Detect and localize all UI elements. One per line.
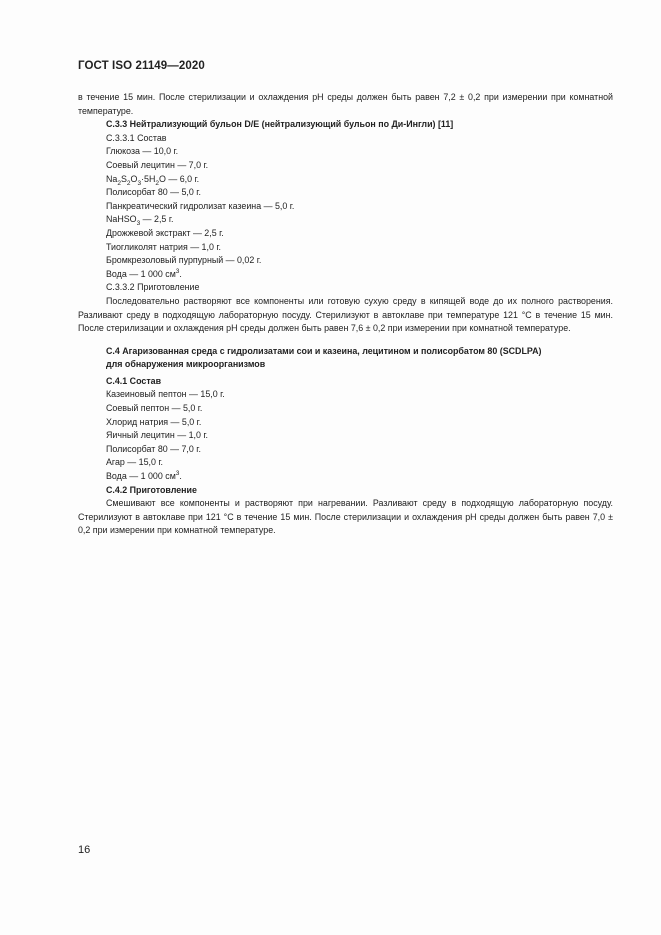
page-number: 16 — [78, 844, 91, 856]
ingredient-item: Дрожжевой экстракт — 2,5 г. — [106, 227, 224, 238]
ingredient-item: Хлорид натрия — 5,0 г. — [106, 416, 202, 427]
ingredient-item: Агар — 15,0 г. — [106, 457, 163, 468]
ingredient-item: Панкреатический гидролизат казеина — 5,0 г. — [106, 200, 295, 211]
ingredient-item: Тиогликолят натрия — 1,0 г. — [106, 241, 221, 252]
section-c4-title: С.4 Агаризованная среда с гидролизатами сои и казеина, лецитином и полисорбатом 80 (SCDLPA) — [106, 345, 542, 356]
c331-ingredient-list — [78, 145, 613, 281]
ingredient-item: Казеиновый пептон — 15,0 г. — [106, 389, 225, 400]
ingredient-item: Вода — 1 000 $см^3$. — [106, 267, 182, 279]
intro-paragraph: в течение 15 мин. После стерилизации и охлаждения pH среды должен быть равен 7,2 ± 0,2 при измерении при комнатной температуре. — [78, 92, 613, 116]
ingredient-item: NaHSO$_3$ — 2,5 г. — [106, 214, 174, 228]
document-body — [78, 91, 613, 538]
c42-paragraph: Смешивают все компоненты и растворяют при нагревании. Разливают среду в подходящую лабораторную посуду. Стерилизуют в автоклаве при 121 °С в течение 15 мин. После стерилизации и охлаждения pH среды должен быть равен 7,0 ± 0,2 при измерении при комнатной температуре. — [78, 498, 613, 536]
ingredient-item: Бромкрезоловый пурпурный — 0,02 г. — [106, 255, 262, 266]
ingredient-item: Яичный лецитин — 1,0 г. — [106, 430, 208, 441]
ingredient-item: $Na_2S_2O_3\cdot 5H_2O$ — 6,0 г. — [106, 173, 200, 187]
ingredient-item: Полисорбат 80 — 7,0 г. — [106, 443, 201, 454]
c41-title: С.4.1 Состав — [106, 375, 162, 386]
c41-ingredient-list — [78, 388, 613, 483]
ingredient-item: Соевый пептон — 5,0 г. — [106, 403, 203, 414]
c42-title: С.4.2 Приготовление — [106, 484, 197, 495]
document-header: ГОСТ ISO 21149—2020 — [78, 60, 205, 72]
ingredient-item: Соевый лецитин — 7,0 г. — [106, 159, 209, 170]
c332-paragraph: Последовательно растворяют все компоненты или готовую сухую среду в кипящей воде до их полного растворения. Разливают среду в подходящую лабораторную посуду. Стерилизуют в автоклаве при температуре 121 °С в течение 15 мин. После стерилизации и охлаждения pH среды должен быть равен 7,6 ± 0,2 при измерении при комнатной температуре. — [78, 295, 613, 334]
c331-title: С.3.3.1 Состав — [106, 132, 167, 143]
ingredient-item: Вода — 1 000 $см^3$. — [106, 470, 182, 482]
section-c4-title-cont: для обнаружения микроорганизмов — [106, 359, 266, 370]
c332-title: С.3.3.2 Приготовление — [106, 282, 200, 293]
section-c33-title: С.3.3 Нейтрализующий бульон D/E (нейтрализующий бульон по Ди-Ингли) [11] — [106, 119, 454, 130]
ingredient-item: Глюкоза — 10,0 г. — [106, 146, 179, 157]
ingredient-item: Полисорбат 80 — 5,0 г. — [106, 187, 201, 198]
